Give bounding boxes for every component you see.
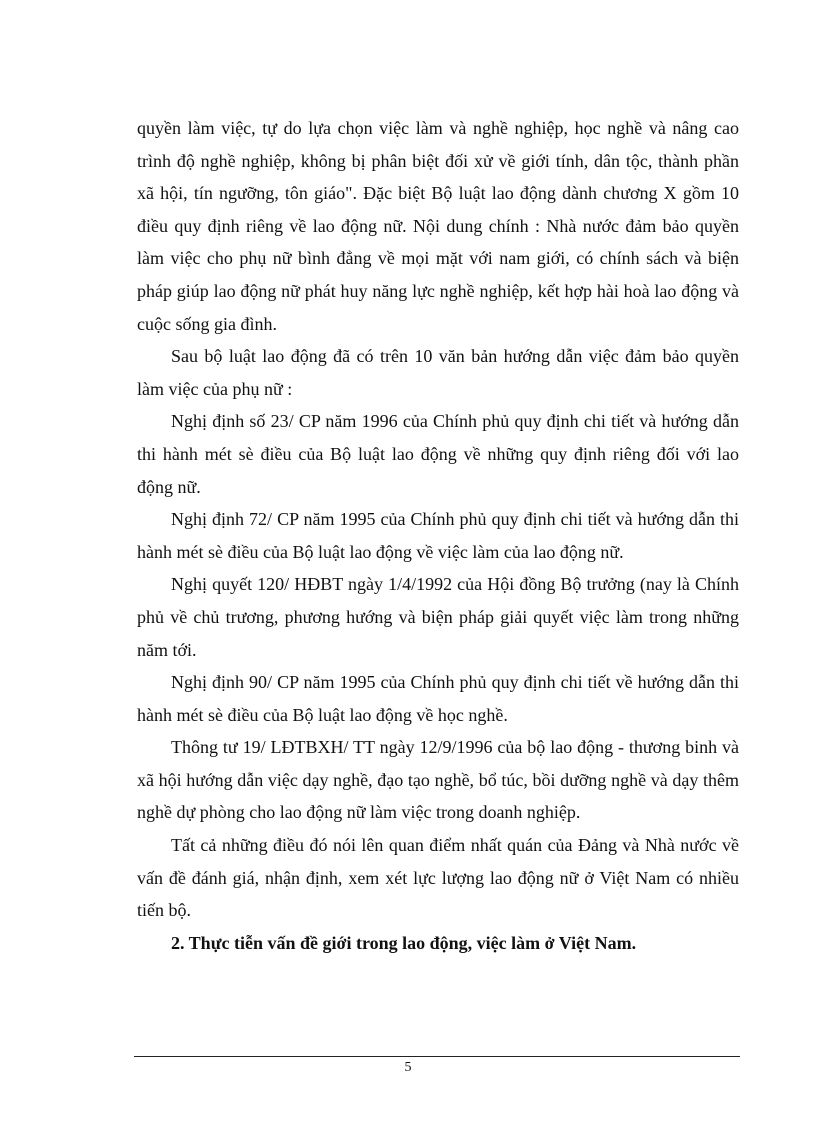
paragraph-circular-19: Thông tư 19/ LĐTBXH/ TT ngày 12/9/1996 của bộ lao động - thương binh và xã hội hướng dẫn việc dạy nghề, đạo tạo nghề, bổ túc, bồi dưỡng nghề và dạy thêm nghề dự phòng cho lao động nữ làm việc trong doanh nghiệp. xyxy=(137,737,739,823)
section-heading: 2. Thực tiễn vấn đề giới trong lao động, việc làm ở Việt Nam. xyxy=(171,932,637,953)
paragraph-guidance-intro: Sau bộ luật lao động đã có trên 10 văn bản hướng dẫn việc đảm bảo quyền làm việc của phụ nữ : xyxy=(137,346,739,399)
page-number: 5 xyxy=(404,1060,412,1075)
footer-divider xyxy=(134,1056,740,1057)
paragraph-decree-72: Nghị định 72/ CP năm 1995 của Chính phủ quy định chi tiết và hướng dẫn thi hành mét sè điều của Bộ luật lao động về việc làm của lao động nữ. xyxy=(137,509,739,562)
paragraph-decree-23: Nghị định số 23/ CP năm 1996 của Chính phủ quy định chi tiết và hướng dẫn thi hành mét sè điều của Bộ luật lao động về những quy định riêng đối với lao động nữ. xyxy=(137,411,739,497)
document-body xyxy=(137,112,739,959)
paragraph-conclusion: Tất cả những điều đó nói lên quan điểm nhất quán của Đảng và Nhà nước về vấn đề đánh giá, nhận định, xem xét lực lượng lao động nữ ở Việt Nam có nhiều tiến bộ. xyxy=(137,835,739,921)
paragraph-resolution-120: Nghị quyết 120/ HĐBT ngày 1/4/1992 của Hội đồng Bộ trưởng (nay là Chính phủ về chủ trương, phương hướng và biện pháp giải quyết việc làm trong những năm tới. xyxy=(137,574,739,660)
paragraph-continuation: quyền làm việc, tự do lựa chọn việc làm và nghề nghiệp, học nghề và nâng cao trình độ nghề nghiệp, không bị phân biệt đối xử về giới tính, dân tộc, thành phần xã hội, tín ngưỡng, tôn giáo". Đặc biệt Bộ luật lao động dành chương X gồm 10 điều quy định riêng về lao động nữ. Nội dung chính : Nhà nước đảm bảo quyền làm việc cho phụ nữ bình đẳng về mọi mặt với nam giới, có chính sách và biện pháp giúp lao động nữ phát huy năng lực nghề nghiệp, kết hợp hài hoà lao động và cuộc sống gia đình. xyxy=(137,118,739,334)
paragraph-decree-90: Nghị định 90/ CP năm 1995 của Chính phủ quy định chi tiết về hướng dẫn thi hành mét sè điều của Bộ luật lao động về học nghề. xyxy=(137,672,739,725)
